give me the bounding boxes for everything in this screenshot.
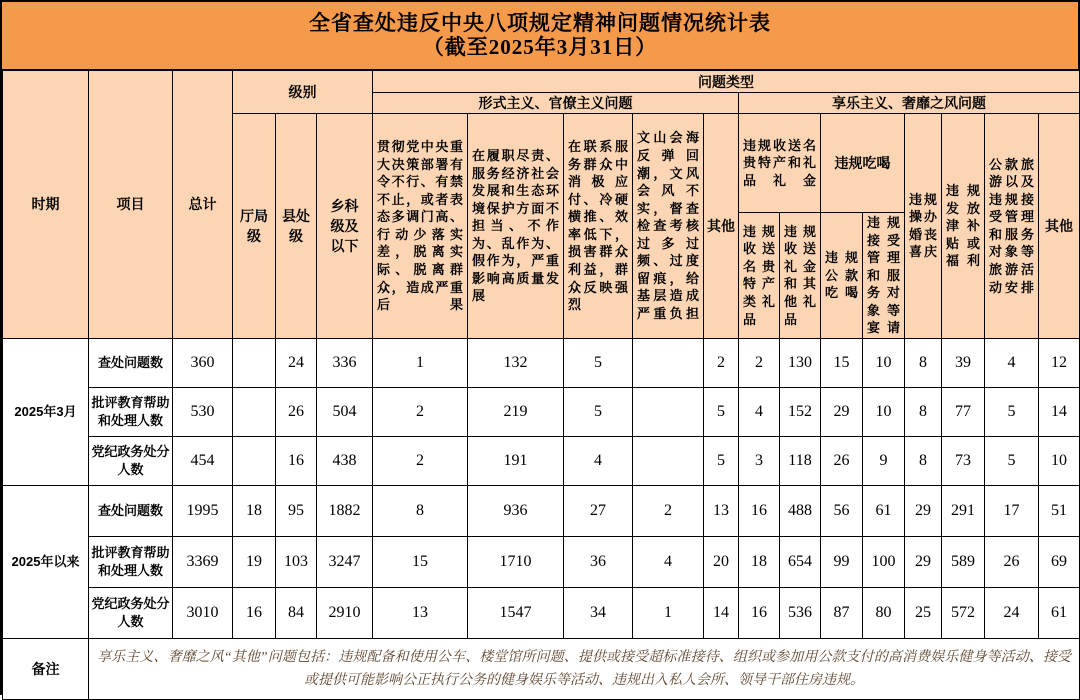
value-cell: 2 — [373, 436, 468, 485]
value-cell: 80 — [863, 587, 905, 638]
value-cell: 10 — [1039, 436, 1080, 485]
value-cell: 5 — [985, 436, 1039, 485]
value-cell: 16 — [739, 587, 780, 638]
header-cell-total: 总计 — [173, 71, 233, 339]
value-cell: 191 — [468, 436, 564, 485]
value-cell: 29 — [821, 387, 863, 436]
value-cell: 438 — [317, 436, 373, 485]
table-row — [3, 536, 1080, 587]
value-cell: 13 — [373, 587, 468, 638]
value-cell: 1710 — [468, 536, 564, 587]
row-label-cell: 查处问题数 — [89, 338, 173, 387]
row-label-cell: 查处问题数 — [89, 485, 173, 536]
value-cell: 95 — [276, 485, 317, 536]
row-label-cell: 党纪政务处分人数 — [89, 436, 173, 485]
value-cell: 19 — [233, 536, 276, 587]
header-cell-hedonism-other: 其他 — [1039, 114, 1080, 339]
header-cell-eat-1: 违规公款吃喝 — [821, 213, 863, 339]
table-row — [3, 485, 1080, 536]
value-cell: 132 — [468, 338, 564, 387]
header-cell-eat-2: 违规接受管理和服务对象等宴请 — [863, 213, 905, 339]
value-cell: 18 — [233, 485, 276, 536]
value-cell: 4 — [564, 436, 633, 485]
value-cell: 504 — [317, 387, 373, 436]
value-cell: 20 — [704, 536, 739, 587]
value-cell: 360 — [173, 338, 233, 387]
value-cell: 16 — [276, 436, 317, 485]
value-cell: 8 — [905, 387, 942, 436]
value-cell: 36 — [564, 536, 633, 587]
table-body — [3, 338, 1080, 638]
value-cell: 13 — [704, 485, 739, 536]
header-cell-hedonism-travel: 公款旅游以及违规接受管理和服务对象等旅游活动安排 — [985, 114, 1039, 339]
value-cell: 84 — [276, 587, 317, 638]
value-cell: 77 — [942, 387, 985, 436]
value-cell: 130 — [780, 338, 821, 387]
header-cell-gift-1: 违规收送名贵特产类礼品 — [739, 213, 780, 339]
value-cell — [233, 338, 276, 387]
title-line2: （截至2025年3月31日） — [422, 34, 658, 59]
header-cell-level-1: 厅局级 — [233, 114, 276, 339]
value-cell: 3369 — [173, 536, 233, 587]
value-cell: 572 — [942, 587, 985, 638]
header-cell-level-3: 乡科级及以下 — [317, 114, 373, 339]
remark-label-cell: 备注 — [3, 638, 89, 699]
value-cell: 1547 — [468, 587, 564, 638]
value-cell: 936 — [468, 485, 564, 536]
value-cell: 12 — [1039, 338, 1080, 387]
value-cell: 152 — [780, 387, 821, 436]
table-header — [3, 71, 1080, 339]
header-cell-formalism-2: 在履职尽责、服务经济社会发展和生态环境保护方面不担当、不作为、乱作为、假作为，严重影响高质量发展 — [468, 114, 564, 339]
value-cell: 24 — [985, 587, 1039, 638]
value-cell: 8 — [905, 436, 942, 485]
remark-text-cell: 享乐主义、奢靡之风“其他”问题包括：违规配备和使用公车、楼堂馆所问题、提供或接受超标准接待、组织或参加用公款支付的高消费娱乐健身等活动、接受或提供可能影响公正执行公务的健身娱乐等活动、违规出入私人会所、领导干部住房违规。 — [89, 638, 1080, 699]
value-cell: 3247 — [317, 536, 373, 587]
value-cell: 8 — [905, 338, 942, 387]
value-cell: 26 — [276, 387, 317, 436]
value-cell: 99 — [821, 536, 863, 587]
value-cell: 536 — [780, 587, 821, 638]
value-cell: 336 — [317, 338, 373, 387]
value-cell: 291 — [942, 485, 985, 536]
header-cell-hedonism-allowance: 违规发放津补贴或福利 — [942, 114, 985, 339]
value-cell: 25 — [905, 587, 942, 638]
header-cell-hedonism-wedding: 违规操办婚丧喜庆 — [905, 114, 942, 339]
header-cell-period: 时期 — [3, 71, 89, 339]
value-cell: 9 — [863, 436, 905, 485]
statistics-table — [2, 70, 1080, 700]
value-cell: 18 — [739, 536, 780, 587]
value-cell: 87 — [821, 587, 863, 638]
value-cell: 5 — [564, 338, 633, 387]
value-cell: 488 — [780, 485, 821, 536]
value-cell: 1995 — [173, 485, 233, 536]
value-cell: 654 — [780, 536, 821, 587]
header-row-groups — [3, 71, 1080, 93]
value-cell: 454 — [173, 436, 233, 485]
value-cell: 219 — [468, 387, 564, 436]
value-cell: 118 — [780, 436, 821, 485]
header-cell-problem-type-group: 问题类型 — [373, 71, 1080, 93]
value-cell: 4 — [985, 338, 1039, 387]
value-cell: 2 — [633, 485, 704, 536]
value-cell: 4 — [739, 387, 780, 436]
value-cell: 16 — [739, 485, 780, 536]
value-cell: 2 — [739, 338, 780, 387]
value-cell: 3010 — [173, 587, 233, 638]
value-cell: 14 — [1039, 387, 1080, 436]
value-cell: 61 — [1039, 587, 1080, 638]
value-cell: 15 — [821, 338, 863, 387]
header-cell-formalism-4: 文山会海反弹回潮，文风会风不实，督查检查考核过多过频、过度留痕，给基层造成严重负担 — [633, 114, 704, 339]
value-cell: 5 — [704, 387, 739, 436]
table-footer — [3, 638, 1080, 699]
value-cell: 103 — [276, 536, 317, 587]
table-row — [3, 338, 1080, 387]
value-cell: 15 — [373, 536, 468, 587]
value-cell: 8 — [373, 485, 468, 536]
header-cell-formalism-other: 其他 — [704, 114, 739, 339]
value-cell: 29 — [905, 536, 942, 587]
value-cell: 10 — [863, 387, 905, 436]
value-cell — [633, 338, 704, 387]
value-cell — [233, 436, 276, 485]
value-cell: 39 — [942, 338, 985, 387]
period-cell: 2025年以来 — [3, 485, 89, 638]
value-cell: 61 — [863, 485, 905, 536]
value-cell: 530 — [173, 387, 233, 436]
value-cell: 16 — [233, 587, 276, 638]
header-cell-eat-group: 违规吃喝 — [821, 114, 905, 213]
value-cell: 14 — [704, 587, 739, 638]
value-cell: 5 — [985, 387, 1039, 436]
header-cell-hedonism-group: 享乐主义、奢靡之风问题 — [739, 93, 1080, 114]
value-cell: 3 — [739, 436, 780, 485]
value-cell: 2 — [373, 387, 468, 436]
value-cell: 2910 — [317, 587, 373, 638]
value-cell: 589 — [942, 536, 985, 587]
value-cell: 56 — [821, 485, 863, 536]
row-label-cell: 批评教育帮助和处理人数 — [89, 536, 173, 587]
value-cell: 27 — [564, 485, 633, 536]
value-cell: 26 — [985, 536, 1039, 587]
header-cell-project: 项目 — [89, 71, 173, 339]
period-cell: 2025年3月 — [3, 338, 89, 485]
value-cell: 29 — [905, 485, 942, 536]
value-cell: 10 — [863, 338, 905, 387]
table-title — [2, 2, 1078, 70]
remark-row — [3, 638, 1080, 699]
value-cell: 100 — [863, 536, 905, 587]
value-cell: 1 — [373, 338, 468, 387]
value-cell: 5 — [564, 387, 633, 436]
title-line1: 全省查处违反中央八项规定精神问题情况统计表 — [309, 10, 771, 35]
value-cell — [233, 387, 276, 436]
row-label-cell: 批评教育帮助和处理人数 — [89, 387, 173, 436]
header-cell-formalism-3: 在联系服务群众中消极应付、冷硬横推、效率低下，损害群众利益，群众反映强烈 — [564, 114, 633, 339]
value-cell — [633, 436, 704, 485]
header-cell-level-group: 级别 — [233, 71, 373, 114]
header-cell-formalism-group: 形式主义、官僚主义问题 — [373, 93, 739, 114]
header-cell-formalism-1: 贯彻党中央重大决策部署有令不行、有禁不止，或者表态多调门高、行动少落实差，脱离实际、脱离群众，造成严重后果 — [373, 114, 468, 339]
value-cell — [633, 387, 704, 436]
table-row — [3, 436, 1080, 485]
header-cell-gift-group: 违规收送名贵特产和礼品礼金 — [739, 114, 821, 213]
value-cell: 26 — [821, 436, 863, 485]
value-cell: 1 — [633, 587, 704, 638]
header-cell-gift-2: 违规收送礼金和其他礼品 — [780, 213, 821, 339]
value-cell: 17 — [985, 485, 1039, 536]
value-cell: 5 — [704, 436, 739, 485]
table-row — [3, 587, 1080, 638]
value-cell: 51 — [1039, 485, 1080, 536]
value-cell: 2 — [704, 338, 739, 387]
value-cell: 1882 — [317, 485, 373, 536]
row-label-cell: 党纪政务处分人数 — [89, 587, 173, 638]
value-cell: 73 — [942, 436, 985, 485]
value-cell: 69 — [1039, 536, 1080, 587]
header-cell-level-2: 县处级 — [276, 114, 317, 339]
table-row — [3, 387, 1080, 436]
value-cell: 34 — [564, 587, 633, 638]
value-cell: 4 — [633, 536, 704, 587]
value-cell: 24 — [276, 338, 317, 387]
